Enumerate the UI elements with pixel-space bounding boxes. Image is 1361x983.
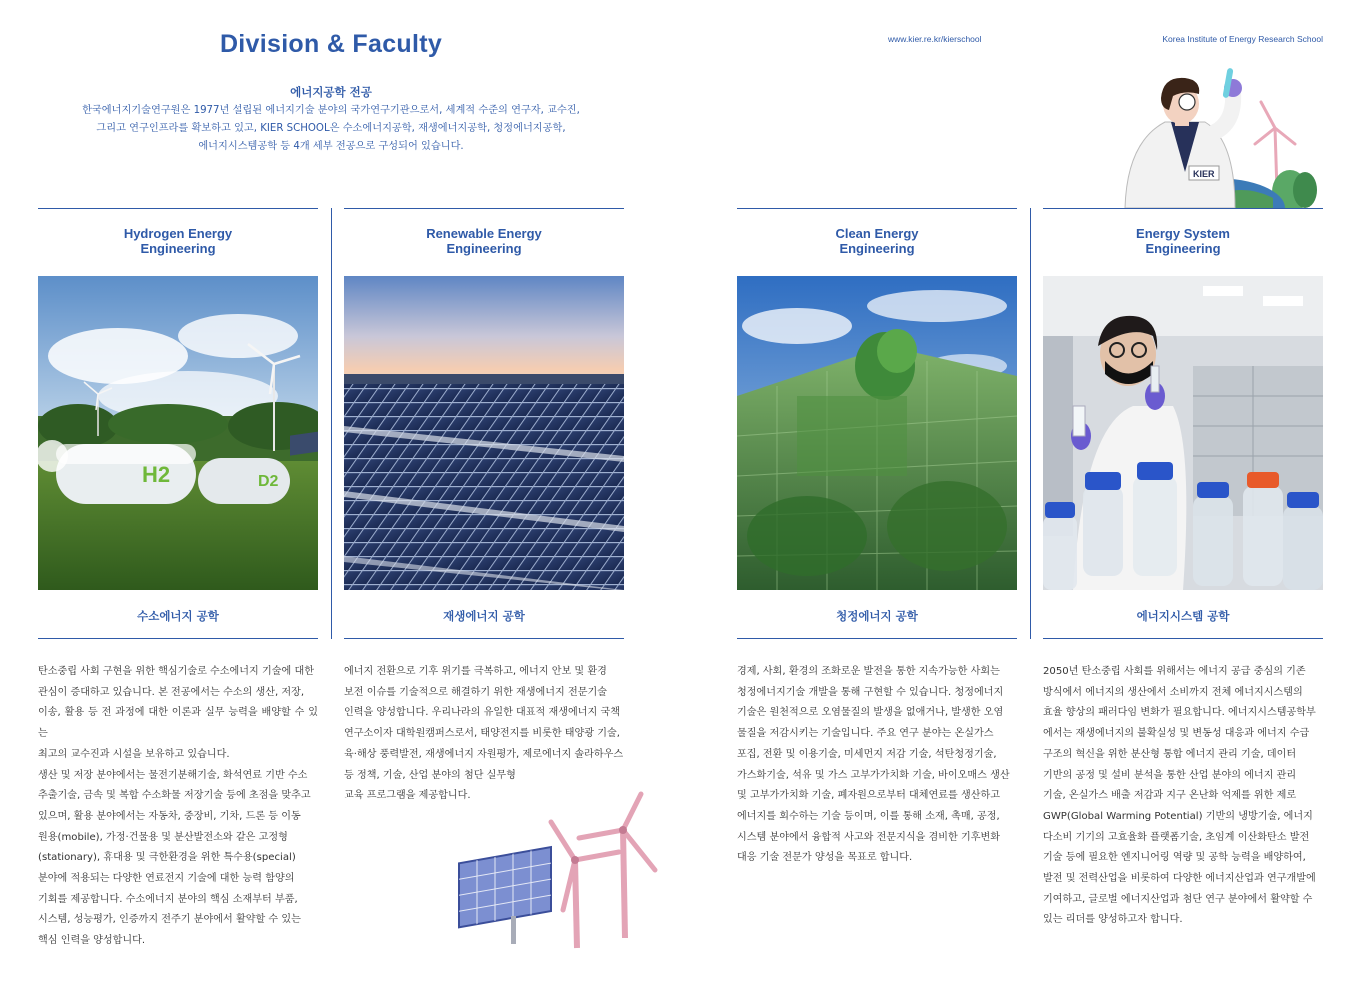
- desc-line: 관심이 증대하고 있습니다. 본 전공에서는 수소의 생산, 저장,: [38, 686, 305, 698]
- divider: [1043, 638, 1323, 639]
- major-title-line: Hydrogen Energy: [123, 226, 233, 241]
- desc-line: 인력을 양성합니다. 우리나라의 유일한 대표적 재생에너지 국책: [344, 707, 620, 719]
- divider: [1043, 208, 1323, 209]
- desc-line: 기술, 온실가스 배출 저감과 지구 온난화 억제를 위한 제로: [1043, 790, 1297, 802]
- major-title-line: Energy System: [1136, 226, 1230, 241]
- intro-heading: 에너지공학 전공: [290, 85, 372, 99]
- hydrogen-tanks-photo: [38, 276, 318, 590]
- desc-line: 대응 기술 전문가 양성을 목표로 합니다.: [737, 852, 913, 864]
- major-subtitle: 수소에너지 공학: [137, 609, 219, 623]
- divider: [38, 208, 318, 209]
- desc-line: 기술은 원천적으로 오염물질의 발생을 없애거나, 발생한 오염: [737, 707, 1004, 719]
- desc-line: 분야에 적용되는 다양한 연료전지 기술에 대한 능력 함양의: [38, 873, 295, 885]
- desc-line: 방식에서 에너지의 생산에서 소비까지 전체 에너지시스템의: [1043, 686, 1303, 698]
- desc-line: 에서는 재생에너지의 불확실성 및 변동성 대응과 에너지 수급: [1043, 728, 1310, 740]
- green-building-photo: [737, 276, 1017, 590]
- desc-line: 기회를 제공합니다. 수소에너지 분야의 핵심 소재부터 부품,: [38, 893, 298, 905]
- page-title: Division & Faculty: [219, 30, 443, 58]
- major-title: [1043, 226, 1323, 256]
- desc-line: 육·해상 풍력발전, 재생에너지 자원평가, 제로에너지 솔라하우스: [344, 748, 624, 760]
- intro-text: [40, 102, 622, 156]
- desc-line: 기술 등에 필요한 엔지니어링 역량 및 공학 능력을 배양하여,: [1043, 852, 1306, 864]
- major-subtitle: 에너지시스템 공학: [1136, 609, 1230, 623]
- major-description: [38, 662, 318, 952]
- divider: [737, 638, 1017, 639]
- major-title-line: Engineering: [839, 241, 915, 256]
- desc-line: 청정에너지기술 개발을 통해 구현할 수 있습니다. 청정에너지: [737, 686, 1004, 698]
- site-url[interactable]: www.kier.re.kr/kierschool: [888, 34, 982, 44]
- divider: [344, 638, 624, 639]
- desc-line: 효율 향상의 패러다임 변화가 필요합니다. 에너지시스템공학부: [1043, 707, 1316, 719]
- intro-line: 한국에너지기술연구원은 1977년 설립된 에너지기술 분야의 국가연구기관으로서, 세계적 수준의 연구자, 교수진,: [82, 105, 580, 116]
- desc-line: 다소비 기기의 고효율화 플랫폼기술, 초임계 이산화탄소 발전: [1043, 831, 1310, 843]
- divider: [38, 638, 318, 639]
- lab-researcher-photo: [1043, 276, 1323, 590]
- desc-line: 발전 및 전력산업을 비롯하여 다양한 에너지산업과 연구개발에: [1043, 873, 1316, 885]
- major-description: [737, 662, 1017, 869]
- desc-line: 시스템, 성능평가, 인증까지 전주기 분야에서 활약할 수 있는: [38, 914, 301, 926]
- org-name: Korea Institute of Energy Research School: [1162, 34, 1323, 44]
- desc-line: 보전 이슈를 기술적으로 해결하기 위한 재생에너지 전문기술: [344, 686, 608, 698]
- divider: [344, 208, 624, 209]
- major-title: [737, 226, 1017, 256]
- desc-line: 핵심 인력을 양성합니다.: [38, 935, 146, 947]
- major-subtitle: 청정에너지 공학: [836, 609, 918, 623]
- desc-line: 물질을 저감시키는 기술입니다. 주요 연구 분야는 온실가스: [737, 728, 994, 740]
- desc-line: 연구소이자 대학원캠퍼스로서, 태양전지를 비롯한 태양광 기술,: [344, 728, 620, 740]
- major-title-line: Clean Energy: [835, 226, 919, 241]
- solar-panels-photo: [344, 276, 624, 590]
- desc-line: 원용(mobile), 가정·건물용 및 분산발전소와 같은 고정형: [38, 831, 288, 843]
- major-description: [1043, 662, 1323, 931]
- major-title-line: Renewable Energy: [426, 226, 542, 241]
- major-title-line: Engineering: [446, 241, 522, 256]
- major-title-line: Engineering: [1145, 241, 1221, 256]
- major-description: [344, 662, 624, 807]
- column-divider: [1030, 208, 1031, 639]
- desc-line: 경제, 사회, 환경의 조화로운 발전을 통한 지속가능한 사회는: [737, 666, 1000, 677]
- coat-badge: KIER: [1193, 169, 1215, 179]
- major-subtitle: 재생에너지 공학: [443, 609, 525, 623]
- desc-line: 등 정책, 기술, 산업 분야의 첨단 실무형: [344, 769, 516, 781]
- desc-line: 구조의 혁신을 위한 분산형 통합 에너지 관리 기술, 데이터: [1043, 748, 1297, 760]
- major-title-line: Engineering: [140, 241, 216, 256]
- intro-line: 에너지시스템공학 등 4개 세부 전공으로 구성되어 있습니다.: [198, 141, 464, 152]
- desc-line: (stationary), 휴대용 및 극한환경을 위한 특수용(special): [38, 852, 296, 864]
- desc-line: GWP(Global Warming Potential) 기반의 냉방기술, 에너지: [1043, 810, 1313, 822]
- desc-line: 2050년 탄소중립 사회를 위해서는 에너지 공급 중심의 기존: [1043, 666, 1306, 677]
- divider: [737, 208, 1017, 209]
- tank-label: H2: [142, 462, 171, 487]
- desc-line: 이송, 활용 등 전 과정에 대한 이론과 실무 능력을 배양할 수 있는: [38, 707, 318, 740]
- desc-line: 시스템 분야에서 융합적 사고와 전문지식을 겸비한 기후변화: [737, 831, 1001, 843]
- desc-line: 에너지를 회수하는 기술 등이며, 이를 통해 소재, 촉매, 공정,: [737, 810, 1000, 822]
- desc-line: 추출기술, 금속 및 복합 수소화물 저장기술 등에 초점을 맞추고: [38, 790, 311, 802]
- desc-line: 에너지 전환으로 기후 위기를 극복하고, 에너지 안보 및 환경: [344, 666, 607, 677]
- desc-line: 포집, 전환 및 이용기술, 미세먼지 저감 기술, 석탄청정기술,: [737, 748, 997, 760]
- desc-line: 기반의 공정 및 설비 분석을 통한 산업 분야의 에너지 관리: [1043, 769, 1297, 781]
- desc-line: 있는 리더를 양성하고자 합니다.: [1043, 914, 1183, 926]
- desc-line: 생산 및 저장 분야에서는 물전기분해기술, 화석연료 기반 수소: [38, 769, 308, 781]
- major-title: [344, 226, 624, 256]
- desc-line: 최고의 교수진과 시설을 보유하고 있습니다.: [38, 748, 230, 760]
- desc-line: 탄소중립 사회 구현을 위한 핵심기술로 수소에너지 기술에 대한: [38, 666, 314, 677]
- desc-line: 기여하고, 글로벌 에너지산업과 첨단 연구 분야에서 활약할 수: [1043, 893, 1313, 905]
- intro-line: 그리고 연구인프라를 확보하고 있고, KIER SCHOOL은 수소에너지공학, 재생에너지공학, 청정에너지공학,: [96, 123, 566, 134]
- desc-line: 교육 프로그램을 제공합니다.: [344, 790, 471, 802]
- solar-wind-illustration: [455, 788, 660, 953]
- major-title: [38, 226, 318, 256]
- column-divider: [331, 208, 332, 639]
- scientist-illustration: [1085, 62, 1323, 208]
- desc-line: 있으며, 활용 분야에서는 자동차, 중장비, 기차, 드론 등 이동: [38, 810, 301, 822]
- desc-line: 및 고부가가치화 기술, 폐자원으로부터 대체연료를 생산하고: [737, 790, 1001, 802]
- desc-line: 가스화기술, 석유 및 가스 고부가가치화 기술, 바이오매스 생산: [737, 769, 1010, 781]
- tank-label: D2: [258, 473, 279, 490]
